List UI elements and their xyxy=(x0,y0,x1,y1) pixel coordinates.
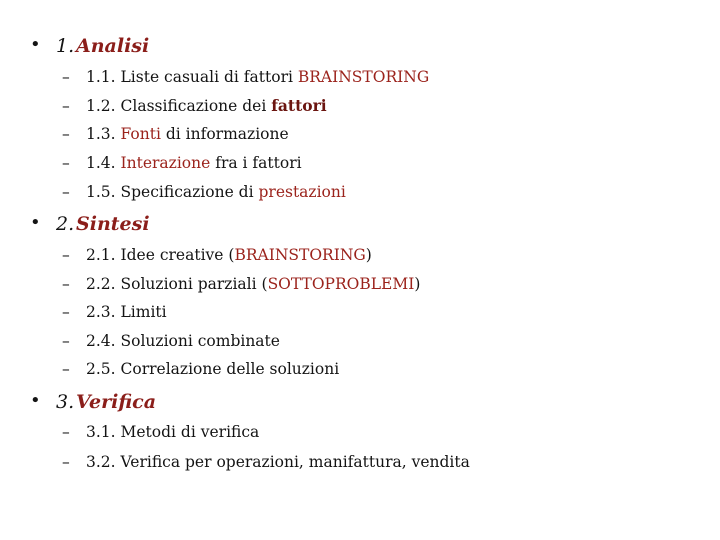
dash-icon: – xyxy=(62,453,70,471)
dash-icon: – xyxy=(62,246,70,264)
item-text xyxy=(86,301,167,323)
item-text xyxy=(86,421,259,443)
dash-icon: – xyxy=(62,68,70,86)
section-number: 3. xyxy=(56,391,75,413)
item-text-part: Specificazione di xyxy=(120,183,259,201)
bullet-icon: • xyxy=(30,390,41,411)
item-text xyxy=(86,181,346,203)
item-text xyxy=(86,95,327,117)
bullet-icon: • xyxy=(30,34,41,55)
dash-icon: – xyxy=(62,303,70,321)
item-number: 1.5. xyxy=(86,183,116,201)
item-text-part: Soluzioni combinate xyxy=(120,332,280,350)
item-text-part: Idee creative ( xyxy=(120,246,235,264)
section-title: Verifica xyxy=(76,391,157,413)
highlight-text: Interazione xyxy=(120,154,211,172)
item-text-part: Correlazione delle soluzioni xyxy=(120,360,340,378)
item-text xyxy=(86,244,372,266)
highlight-text: Fonti xyxy=(120,125,161,143)
item-text-part: ) xyxy=(414,275,421,293)
item-text-part: fra i fattori xyxy=(210,154,302,172)
item-text-part: Metodi di verifica xyxy=(120,423,260,441)
section-number: 1. xyxy=(56,35,75,57)
item-text-part: Verifica per operazioni, manifattura, vendita xyxy=(120,453,470,471)
highlight-text: SOTTOPROBLEMI xyxy=(267,275,415,293)
dash-icon: – xyxy=(62,125,70,143)
dash-icon: – xyxy=(62,423,70,441)
item-number: 2.2. xyxy=(86,275,116,293)
dash-icon: – xyxy=(62,154,70,172)
item-text xyxy=(86,451,470,473)
dash-icon: – xyxy=(62,360,70,378)
item-text xyxy=(86,358,339,380)
item-text xyxy=(86,123,289,145)
highlight-text: BRAINSTORING xyxy=(234,246,366,264)
item-text-part: Limiti xyxy=(120,303,167,321)
section-title: Analisi xyxy=(76,35,150,57)
highlight-text: fattori xyxy=(271,96,327,115)
item-number: 3.2. xyxy=(86,453,116,471)
item-text xyxy=(86,66,429,88)
item-number: 2.5. xyxy=(86,360,116,378)
item-number: 2.1. xyxy=(86,246,116,264)
item-text xyxy=(86,152,302,174)
item-text xyxy=(86,330,280,352)
highlight-text: prestazioni xyxy=(258,183,346,201)
item-text xyxy=(86,273,420,295)
item-number: 3.1. xyxy=(86,423,116,441)
item-number: 1.3. xyxy=(86,125,116,143)
section-number: 2. xyxy=(56,213,75,235)
dash-icon: – xyxy=(62,183,70,201)
bullet-icon: • xyxy=(30,212,41,233)
dash-icon: – xyxy=(62,332,70,350)
item-number: 2.4. xyxy=(86,332,116,350)
item-text-part: Soluzioni parziali ( xyxy=(120,275,268,293)
dash-icon: – xyxy=(62,97,70,115)
item-number: 1.4. xyxy=(86,154,116,172)
item-text-part: ) xyxy=(365,246,372,264)
item-text-part: Classificazione dei xyxy=(120,97,272,115)
highlight-text: BRAINSTORING xyxy=(297,68,430,86)
item-text-part: Liste casuali di fattori xyxy=(120,68,298,86)
item-number: 1.2. xyxy=(86,97,116,115)
item-text-part: di informazione xyxy=(160,125,289,143)
section-title: Sintesi xyxy=(76,213,150,235)
item-number: 1.1. xyxy=(86,68,116,86)
dash-icon: – xyxy=(62,275,70,293)
item-number: 2.3. xyxy=(86,303,116,321)
